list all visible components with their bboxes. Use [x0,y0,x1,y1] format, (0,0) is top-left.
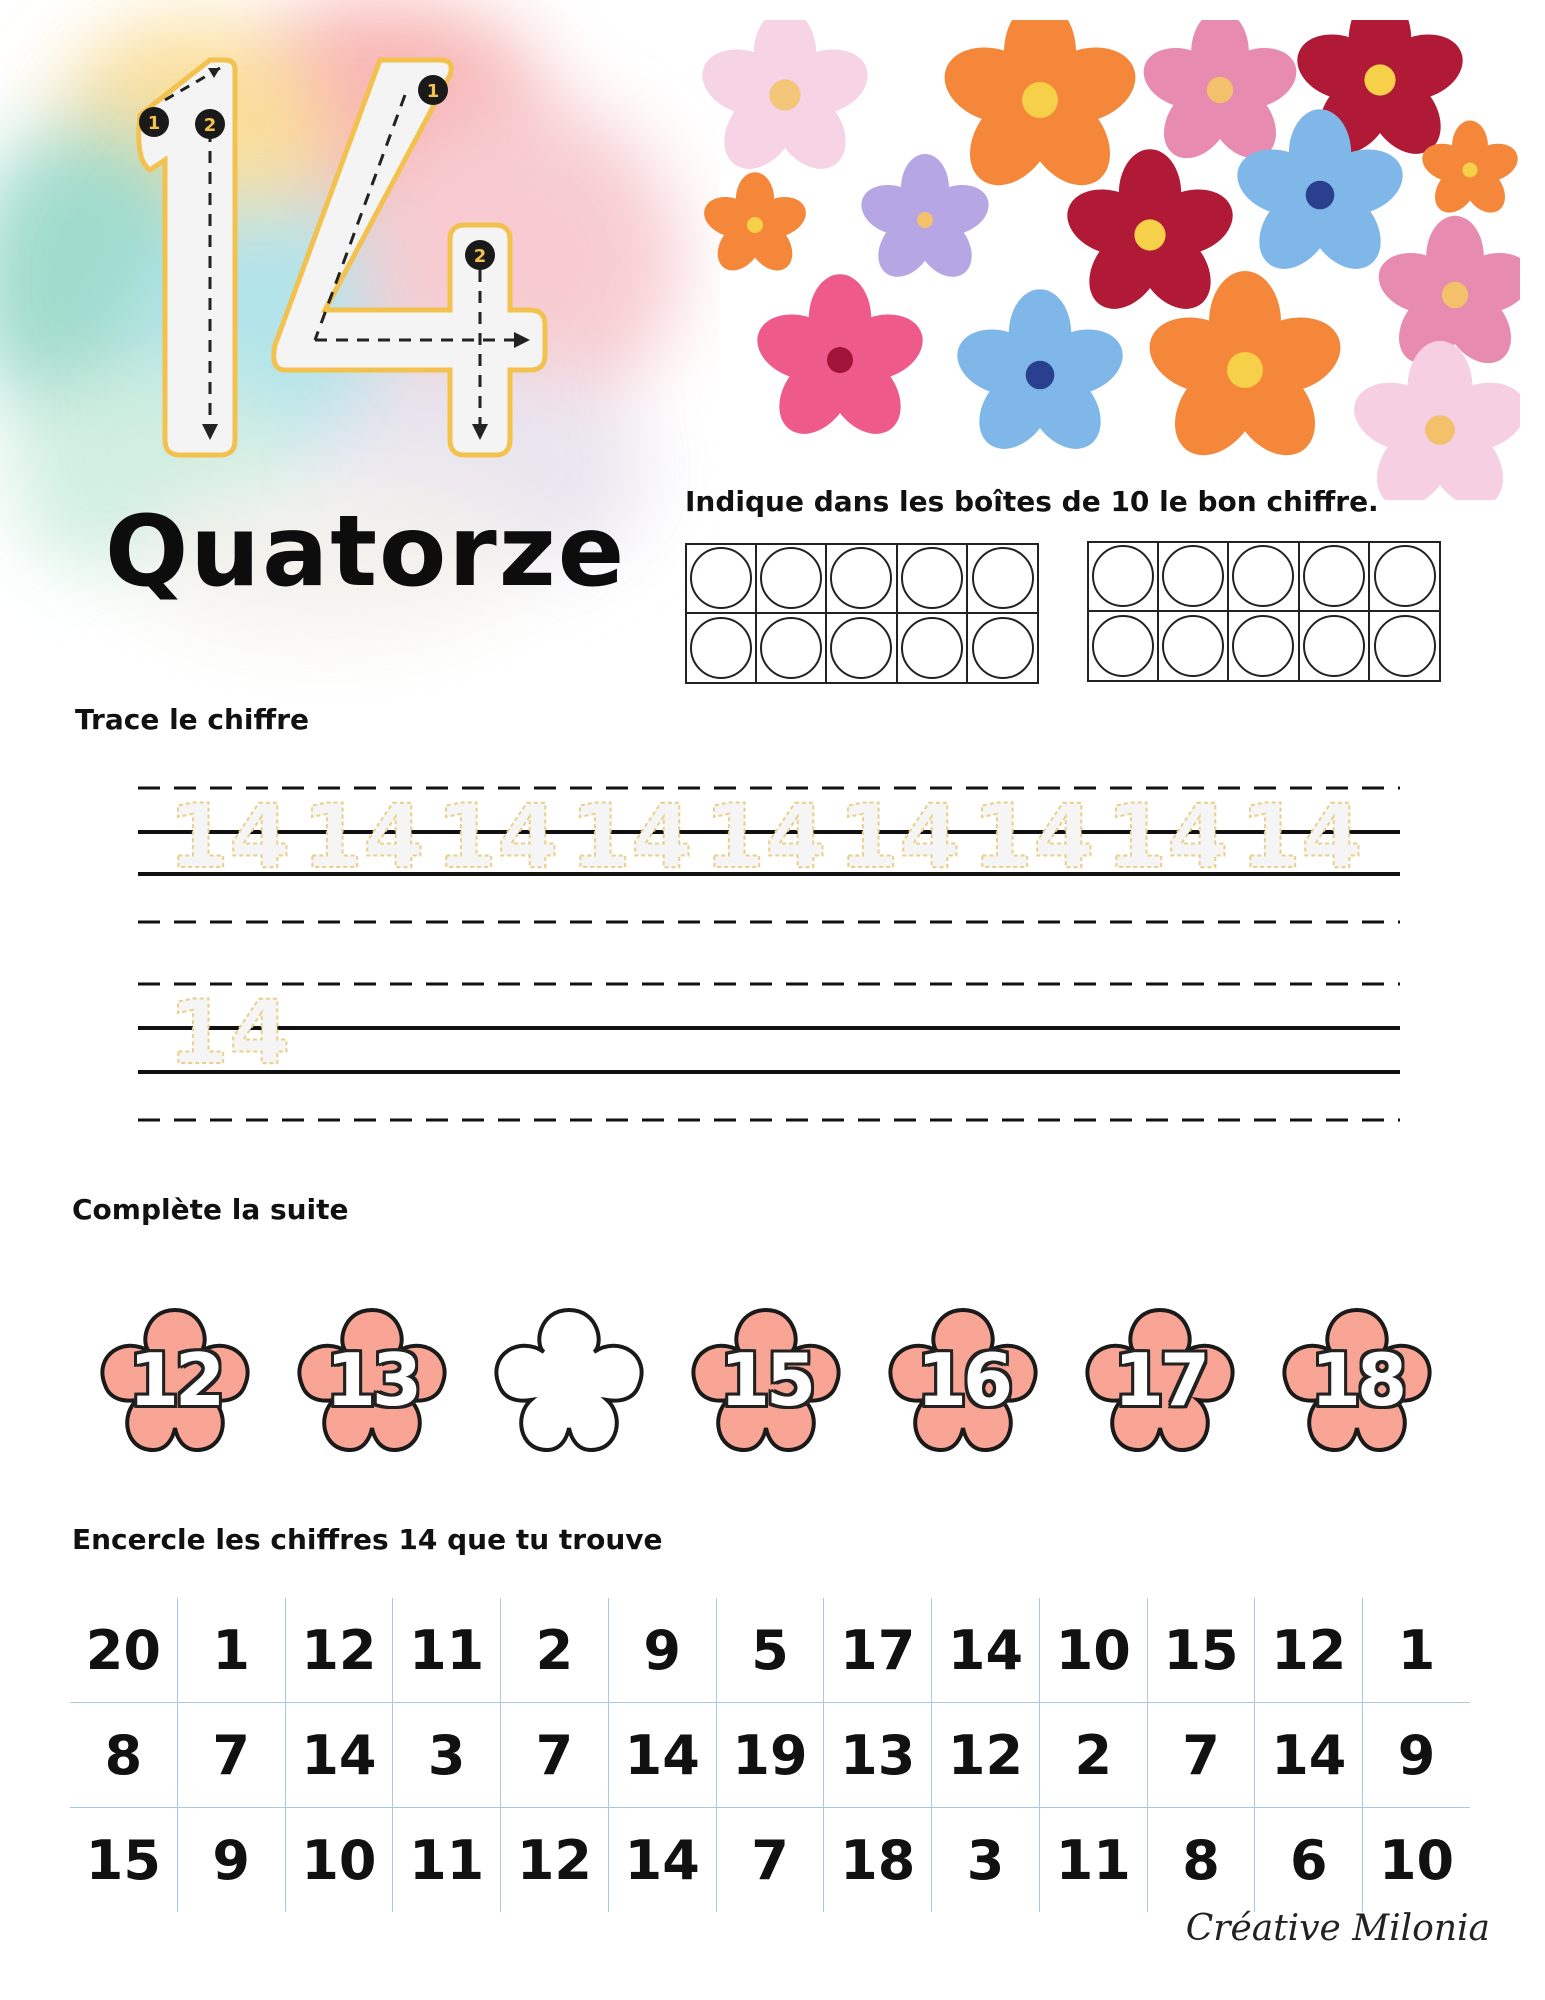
grid-cell[interactable]: 11 [393,1808,501,1912]
sequence-number: 13 [325,1338,419,1422]
grid-cell[interactable]: 18 [824,1808,932,1912]
sequence-number: 12 [128,1338,222,1422]
grid-cell[interactable]: 2 [501,1598,609,1702]
trace-glyph-text: 14 [1240,785,1363,888]
grid-cell[interactable]: 10 [1378,1828,1455,1892]
grid-cell[interactable]: 1 [1397,1618,1436,1682]
sequence-number: 17 [1113,1338,1207,1422]
sequence-flower-15 [676,1290,856,1470]
author-signature: Créative Milonia [1185,1908,1490,1949]
grid-cell[interactable]: 17 [824,1598,932,1702]
sequence-flower-16 [873,1290,1053,1470]
grid-cell[interactable]: 10 [286,1808,394,1912]
grid-cell[interactable]: 13 [824,1703,932,1807]
grid-cell-target[interactable]: 14 [609,1808,717,1912]
grid-cell[interactable]: 15 [1148,1598,1256,1702]
grid-cell[interactable]: 19 [717,1703,825,1807]
sequence-number: 18 [1310,1338,1404,1422]
digit-four-outline [274,60,545,455]
trace-glyph-text: 14 [570,785,693,888]
grid-cell[interactable]: 8 [70,1703,178,1807]
grid-cell[interactable]: 2 [1040,1703,1148,1807]
flower-icon [1345,341,1520,500]
big-number-14 [110,40,580,470]
trace-glyph-text: 14 [436,785,559,888]
number-grid [70,1598,1470,1912]
flower-icon [749,274,931,448]
sequence-flower-18 [1267,1290,1447,1470]
grid-cell[interactable]: 7 [178,1703,286,1807]
grid-cell[interactable]: 1 [178,1598,286,1702]
trace-glyph-text: 14 [168,981,291,1084]
grid-row [70,1807,1470,1912]
grid-cell[interactable]: 9 [1397,1723,1436,1787]
flower-icon [855,154,995,288]
grid-cell[interactable]: 9 [609,1598,717,1702]
trace-glyph-1-1[interactable] [302,785,424,888]
tracing-lines [130,770,1430,1140]
trace-glyph-1-7[interactable] [1106,785,1228,888]
grid-cell-target[interactable]: 14 [609,1703,717,1807]
trace-glyph-1-8[interactable] [1240,785,1362,888]
sequence-flower-12 [85,1290,265,1470]
sequence-heading: Complète la suite [72,1193,349,1226]
grid-row [70,1598,1470,1702]
ten-frame-left [685,543,1040,685]
trace-glyph-1-4[interactable] [704,785,826,888]
number-sequence [85,1290,1485,1480]
sequence-number: 15 [719,1338,813,1422]
grid-cell[interactable]: 15 [70,1808,178,1912]
trace-heading: Trace le chiffre [75,703,310,736]
grid-cell[interactable]: 12 [932,1703,1040,1807]
trace-glyph-1-2[interactable] [436,785,558,888]
circle-heading: Encercle les chiffres 14 que tu trouve [72,1523,663,1556]
trace-glyph-text: 14 [972,785,1095,888]
grid-row [70,1702,1470,1807]
grid-cell[interactable]: 20 [70,1598,178,1702]
grid-cell[interactable]: 5 [717,1598,825,1702]
sequence-flower-17 [1070,1290,1250,1470]
grid-cell[interactable]: 11 [393,1598,501,1702]
grid-cell[interactable]: 10 [1040,1598,1148,1702]
ten-frame-right [1087,541,1442,683]
grid-cell[interactable]: 7 [1148,1703,1256,1807]
grid-cell[interactable]: 12 [286,1598,394,1702]
grid-cell[interactable]: 7 [501,1703,609,1807]
trace-glyph-text: 14 [168,785,291,888]
grid-cell[interactable]: 6 [1255,1808,1363,1912]
grid-cell-target[interactable]: 14 [932,1598,1040,1702]
grid-cell[interactable]: 12 [1255,1598,1363,1702]
trace-glyph-text: 14 [838,785,961,888]
flower-icon [1136,20,1304,171]
grid-cell[interactable]: 12 [501,1808,609,1912]
flower-icon [700,20,876,183]
sequence-flower-blank[interactable] [479,1290,659,1470]
stroke-label-2b: 2 [473,246,487,267]
grid-cell[interactable]: 8 [1148,1808,1256,1912]
grid-cell-target[interactable]: 14 [286,1703,394,1807]
stroke-label-2a: 2 [203,115,217,136]
grid-cell-target[interactable]: 14 [1255,1703,1363,1807]
sequence-number [479,1290,659,1470]
stroke-label-1b: 1 [426,81,440,102]
trace-glyph-text: 14 [1106,785,1229,888]
trace-glyph-1-5[interactable] [838,785,960,888]
trace-glyph-text: 14 [704,785,827,888]
flower-icon [949,289,1131,463]
flower-icon [700,172,811,279]
flower-icon [935,20,1146,201]
trace-glyph-1-3[interactable] [570,785,692,888]
grid-cell[interactable]: 7 [717,1808,825,1912]
trace-glyph-1-6[interactable] [972,785,1094,888]
grid-cell[interactable]: 3 [393,1703,501,1807]
trace-glyph-1-0[interactable] [168,785,290,888]
stroke-label-1a: 1 [147,113,161,134]
sequence-number: 16 [916,1338,1010,1422]
sequence-flower-13 [282,1290,462,1470]
number-word-title: Quatorze [105,495,627,609]
trace-glyph-2-0[interactable] [168,981,290,1084]
trace-glyph-text: 14 [302,785,425,888]
grid-cell[interactable]: 9 [178,1808,286,1912]
flower-decoration [700,20,1520,500]
grid-cell[interactable]: 3 [932,1808,1040,1912]
grid-cell[interactable]: 11 [1040,1808,1148,1912]
ten-frame-instruction: Indique dans les boîtes de 10 le bon chiffre. [685,485,1379,518]
